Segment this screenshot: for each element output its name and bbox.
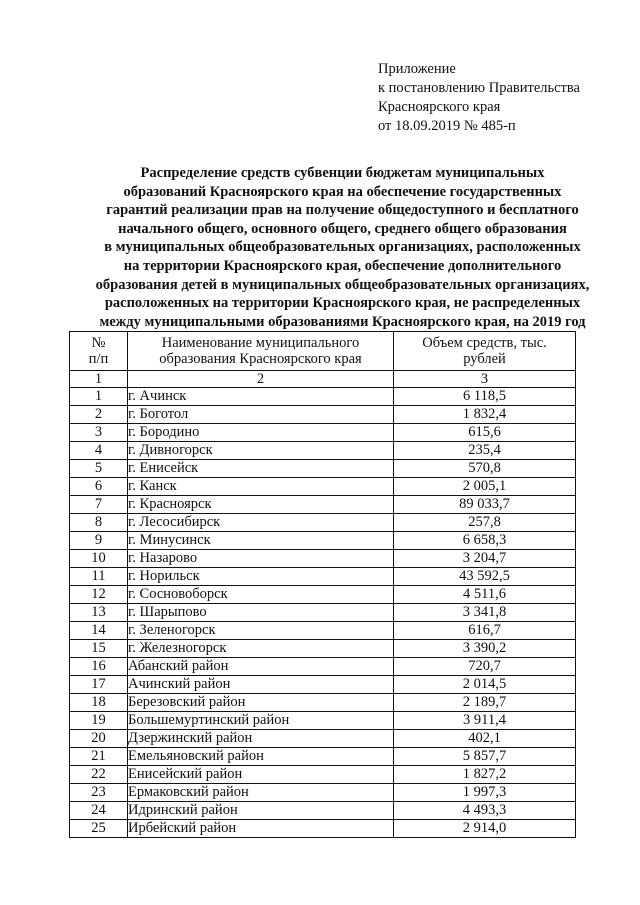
header-municipality-line: Наименование муниципального: [161, 335, 360, 351]
row-number: 17: [70, 676, 128, 694]
title-line: начального общего, основного общего, среднего общего образования: [118, 220, 567, 237]
row-amount: 2 914,0: [394, 820, 576, 838]
table-row: [70, 622, 576, 640]
row-number: 1: [70, 388, 128, 406]
table-row: [70, 406, 576, 424]
appendix-label: Приложение: [378, 61, 456, 77]
row-amount: 2 014,5: [394, 676, 576, 694]
row-number: 25: [70, 820, 128, 838]
row-number: 11: [70, 568, 128, 586]
column-index-row: [70, 371, 576, 388]
row-number: 2: [70, 406, 128, 424]
row-amount: 1 997,3: [394, 784, 576, 802]
row-number: 14: [70, 622, 128, 640]
row-municipality: г. Назарово: [128, 550, 394, 568]
row-municipality: Дзержинский район: [128, 730, 394, 748]
row-amount: 4 493,3: [394, 802, 576, 820]
row-number: 15: [70, 640, 128, 658]
row-municipality: Ачинский район: [128, 676, 394, 694]
title-line: на территории Красноярского края, обеспечение дополнительного: [123, 257, 562, 274]
header-number-line: №: [91, 335, 106, 351]
table-row: [70, 550, 576, 568]
header-amount-line: рублей: [463, 351, 506, 367]
row-municipality: г. Зеленогорск: [128, 622, 394, 640]
title-line: образования детей в муниципальных общеобразовательных организациях,: [95, 276, 590, 293]
table-row: [70, 820, 576, 838]
table-row: [70, 640, 576, 658]
title-line: гарантий реализации прав на получение общедоступного и бесплатного: [106, 202, 579, 219]
row-municipality: Абанский район: [128, 658, 394, 676]
table-row: [70, 568, 576, 586]
row-amount: 1 827,2: [394, 766, 576, 784]
row-amount: 4 511,6: [394, 586, 576, 604]
row-municipality: г. Сосновоборск: [128, 586, 394, 604]
row-number: 8: [70, 514, 128, 532]
row-municipality: Большемуртинский район: [128, 712, 394, 730]
table-row: [70, 586, 576, 604]
table-row: [70, 712, 576, 730]
document-title: [80, 164, 605, 331]
row-municipality: г. Канск: [128, 478, 394, 496]
table-row: [70, 730, 576, 748]
title-line: расположенных на территории Красноярского края, не распределенных: [104, 295, 581, 312]
row-municipality: г. Енисейск: [128, 460, 394, 478]
table-row: [70, 766, 576, 784]
row-amount: 402,1: [394, 730, 576, 748]
column-index: 3: [394, 371, 576, 388]
row-amount: 1 832,4: [394, 406, 576, 424]
title-line: образований Красноярского края на обеспечение государственных: [123, 183, 562, 200]
row-number: 23: [70, 784, 128, 802]
row-number: 24: [70, 802, 128, 820]
row-amount: 89 033,7: [394, 496, 576, 514]
table-row: [70, 424, 576, 442]
column-index: 1: [70, 371, 128, 388]
row-number: 13: [70, 604, 128, 622]
table-row: [70, 460, 576, 478]
table-row: [70, 604, 576, 622]
row-municipality: г. Ачинск: [128, 388, 394, 406]
table-row: [70, 442, 576, 460]
row-number: 5: [70, 460, 128, 478]
distribution-table: [69, 331, 576, 838]
row-amount: 235,4: [394, 442, 576, 460]
table-row: [70, 388, 576, 406]
row-amount: 43 592,5: [394, 568, 576, 586]
row-amount: 3 911,4: [394, 712, 576, 730]
row-amount: 570,8: [394, 460, 576, 478]
row-number: 10: [70, 550, 128, 568]
row-amount: 616,7: [394, 622, 576, 640]
row-municipality: г. Норильск: [128, 568, 394, 586]
header-number-line: п/п: [88, 351, 109, 367]
row-municipality: г. Шарыпово: [128, 604, 394, 622]
row-municipality: г. Минусинск: [128, 532, 394, 550]
table-row: [70, 748, 576, 766]
row-municipality: г. Лесосибирск: [128, 514, 394, 532]
row-municipality: г. Боготол: [128, 406, 394, 424]
row-municipality: Идринский район: [128, 802, 394, 820]
row-municipality: Емельяновский район: [128, 748, 394, 766]
row-municipality: г. Железногорск: [128, 640, 394, 658]
table-row: [70, 694, 576, 712]
header-number: [70, 332, 128, 371]
row-number: 4: [70, 442, 128, 460]
header-amount-line: Объем средств, тыс.: [422, 335, 547, 351]
table-row: [70, 784, 576, 802]
row-number: 19: [70, 712, 128, 730]
row-amount: 3 204,7: [394, 550, 576, 568]
row-amount: 6 658,3: [394, 532, 576, 550]
title-line: Распределение средств субвенции бюджетам муниципальных: [140, 165, 545, 181]
row-amount: 615,6: [394, 424, 576, 442]
table-row: [70, 802, 576, 820]
title-line: между муниципальными образованиями Красноярского края, на 2019 год: [99, 313, 586, 330]
row-number: 7: [70, 496, 128, 514]
table-row: [70, 676, 576, 694]
row-number: 21: [70, 748, 128, 766]
table-row: [70, 514, 576, 532]
appendix-resolution: к постановлению Правительства: [378, 80, 580, 96]
row-municipality: г. Дивногорск: [128, 442, 394, 460]
header-amount: [394, 332, 576, 371]
title-line: в муниципальных общеобразовательных организациях, расположенных: [104, 239, 581, 256]
row-number: 18: [70, 694, 128, 712]
header-municipality: [128, 332, 394, 371]
table-header-row: [70, 332, 576, 371]
appendix-block: [378, 60, 580, 136]
row-amount: 5 857,7: [394, 748, 576, 766]
table-row: [70, 658, 576, 676]
table-row: [70, 496, 576, 514]
row-number: 6: [70, 478, 128, 496]
header-municipality-line: образования Красноярского края: [159, 351, 362, 367]
row-amount: 2 189,7: [394, 694, 576, 712]
row-number: 12: [70, 586, 128, 604]
row-amount: 6 118,5: [394, 388, 576, 406]
row-amount: 257,8: [394, 514, 576, 532]
row-municipality: г. Красноярск: [128, 496, 394, 514]
row-amount: 3 390,2: [394, 640, 576, 658]
row-municipality: Березовский район: [128, 694, 394, 712]
row-number: 22: [70, 766, 128, 784]
appendix-date-number: от 18.09.2019 № 485-п: [378, 118, 516, 134]
row-number: 3: [70, 424, 128, 442]
row-municipality: Ермаковский район: [128, 784, 394, 802]
appendix-region: Красноярского края: [378, 99, 501, 115]
table-row: [70, 478, 576, 496]
row-amount: 2 005,1: [394, 478, 576, 496]
row-number: 20: [70, 730, 128, 748]
row-municipality: Енисейский район: [128, 766, 394, 784]
row-municipality: г. Бородино: [128, 424, 394, 442]
row-municipality: Ирбейский район: [128, 820, 394, 838]
row-amount: 3 341,8: [394, 604, 576, 622]
row-number: 16: [70, 658, 128, 676]
table-row: [70, 532, 576, 550]
row-number: 9: [70, 532, 128, 550]
column-index: 2: [128, 371, 394, 388]
row-amount: 720,7: [394, 658, 576, 676]
